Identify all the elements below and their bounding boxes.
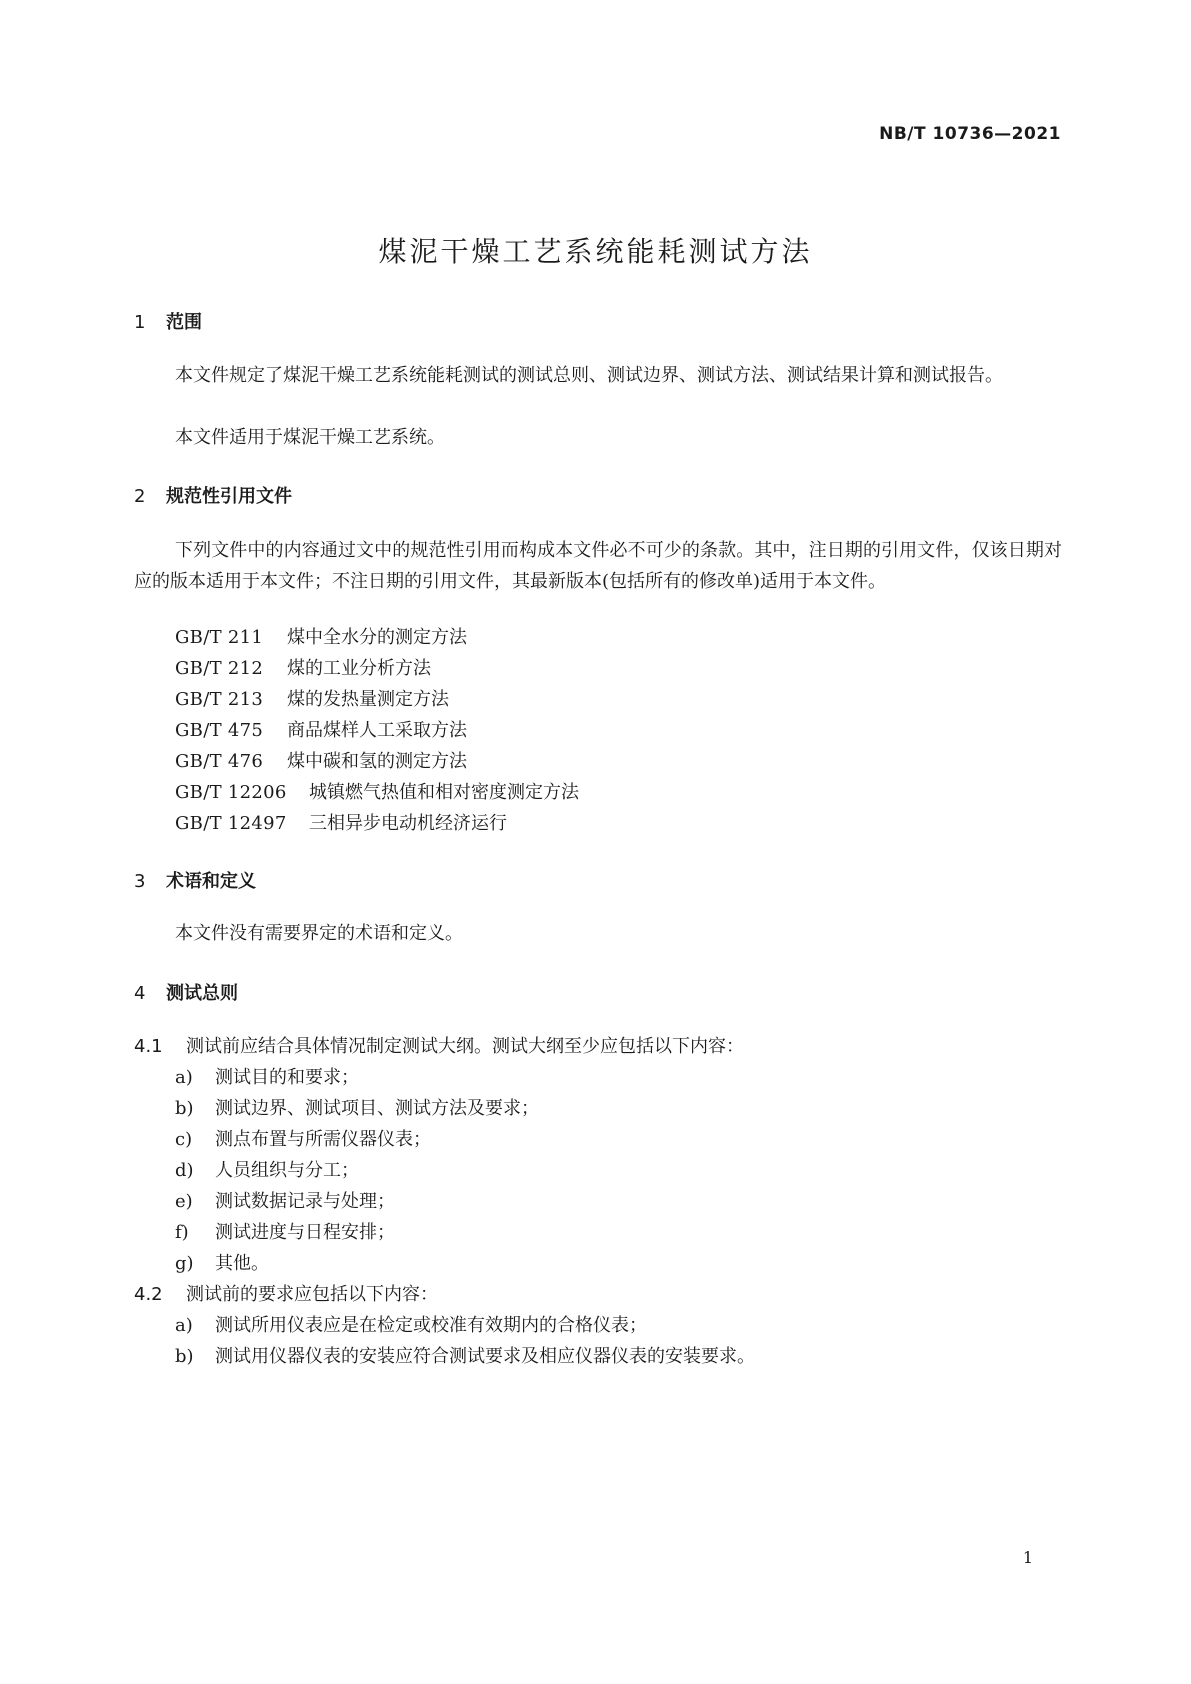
- reference-code: GB/T 476: [175, 751, 264, 772]
- clause-text: 测试前应结合具体情况制定测试大纲。测试大纲至少应包括以下内容：: [186, 1036, 744, 1057]
- section-3-paragraph-1: 本文件没有需要界定的术语和定义。: [175, 923, 463, 944]
- list-item-mark: d): [175, 1160, 194, 1181]
- list-item-text: 测试用仪器仪表的安装应符合测试要求及相应仪器仪表的安装要求。: [215, 1346, 755, 1367]
- list-item-text: 测试边界、测试项目、测试方法及要求；: [215, 1098, 539, 1119]
- list-item-text: 测试目的和要求；: [215, 1067, 359, 1088]
- reference-item: [175, 656, 431, 682]
- clause-4-1: [134, 1034, 744, 1060]
- list-item-mark: b): [175, 1346, 194, 1367]
- list-item: [175, 1096, 539, 1122]
- page-number: 1: [1022, 1548, 1033, 1567]
- list-item-mark: a): [175, 1067, 193, 1088]
- reference-title: 城镇燃气热值和相对密度测定方法: [309, 782, 579, 803]
- document-title: 煤泥干燥工艺系统能耗测试方法: [378, 235, 813, 268]
- list-item: [175, 1158, 359, 1184]
- reference-code: GB/T 12206: [175, 782, 287, 803]
- list-item-text: 其他。: [215, 1253, 269, 1274]
- reference-title: 三相异步电动机经济运行: [309, 813, 507, 834]
- section-title: 测试总则: [166, 983, 238, 1004]
- section-1-heading: [134, 308, 202, 334]
- reference-item: [175, 749, 467, 775]
- list-item-mark: c): [175, 1129, 193, 1150]
- clause-text: 测试前的要求应包括以下内容：: [186, 1284, 438, 1305]
- list-item-mark: g): [175, 1253, 194, 1274]
- reference-title: 商品煤样人工采取方法: [287, 720, 467, 741]
- section-number: 1: [134, 312, 146, 333]
- list-item: [175, 1344, 755, 1370]
- reference-item: [175, 780, 579, 806]
- reference-code: GB/T 211: [175, 627, 264, 648]
- section-number: 3: [134, 871, 146, 892]
- section-2-paragraph-1: 下列文件中的内容通过文中的规范性引用而构成本文件必不可少的条款。其中，注日期的引用文件，仅该日期对应的版本适用于本文件；不注日期的引用文件，其最新版本(包括所有的修改单)适用于本文件。: [134, 540, 1062, 592]
- list-item-text: 测点布置与所需仪器仪表；: [215, 1129, 431, 1150]
- list-item-text: 测试进度与日程安排；: [215, 1222, 395, 1243]
- reference-item: [175, 718, 467, 744]
- reference-code: GB/T 12497: [175, 813, 287, 834]
- section-1-paragraph-1: 本文件规定了煤泥干燥工艺系统能耗测试的测试总则、测试边界、测试方法、测试结果计算和测试报告。: [175, 365, 1003, 386]
- reference-title: 煤的工业分析方法: [287, 658, 431, 679]
- section-title: 规范性引用文件: [166, 486, 292, 507]
- clause-number: 4.2: [134, 1284, 163, 1305]
- section-4-heading: [134, 979, 238, 1005]
- list-item: [175, 1251, 269, 1277]
- list-item: [175, 1065, 359, 1091]
- reference-code: GB/T 212: [175, 658, 264, 679]
- reference-title: 煤中碳和氢的测定方法: [287, 751, 467, 772]
- list-item-mark: a): [175, 1315, 193, 1336]
- reference-title: 煤中全水分的测定方法: [287, 627, 467, 648]
- list-item-text: 测试所用仪表应是在检定或校准有效期内的合格仪表；: [215, 1315, 647, 1336]
- list-item-text: 人员组织与分工；: [215, 1160, 359, 1181]
- list-item-mark: b): [175, 1098, 194, 1119]
- list-item: [175, 1127, 431, 1153]
- reference-item: [175, 811, 507, 837]
- list-item: [175, 1313, 647, 1339]
- reference-code: GB/T 213: [175, 689, 264, 710]
- section-3-heading: [134, 867, 256, 893]
- clause-4-2: [134, 1282, 438, 1308]
- reference-item: [175, 625, 467, 651]
- list-item: [175, 1189, 395, 1215]
- section-title: 范围: [166, 312, 202, 333]
- section-number: 2: [134, 486, 146, 507]
- reference-title: 煤的发热量测定方法: [287, 689, 449, 710]
- section-title: 术语和定义: [166, 871, 256, 892]
- clause-number: 4.1: [134, 1036, 163, 1057]
- reference-item: [175, 687, 449, 713]
- section-number: 4: [134, 983, 146, 1004]
- reference-code: GB/T 475: [175, 720, 264, 741]
- list-item-text: 测试数据记录与处理；: [215, 1191, 395, 1212]
- list-item: [175, 1220, 395, 1246]
- document-code: NB/T 10736—2021: [879, 124, 1061, 144]
- list-item-mark: f): [175, 1222, 189, 1243]
- list-item-mark: e): [175, 1191, 193, 1212]
- section-1-paragraph-2: 本文件适用于煤泥干燥工艺系统。: [175, 427, 445, 448]
- section-2-heading: [134, 482, 292, 508]
